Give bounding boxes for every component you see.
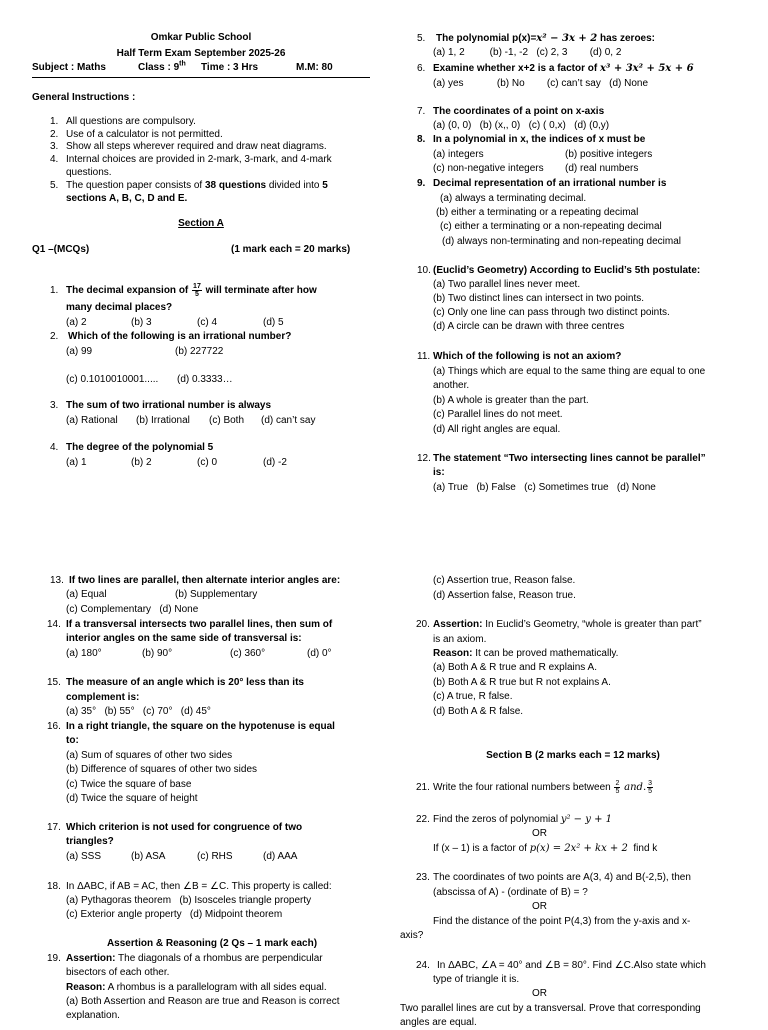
option: (b) 2 xyxy=(131,457,152,468)
question-text: The sum of two irrational number is always xyxy=(66,400,272,411)
option: (b) A whole is greater than the part. xyxy=(433,395,589,406)
option: (d) always non-terminating and non-repeating decimal xyxy=(442,236,682,247)
option: (d) Assertion false, Reason true. xyxy=(433,590,576,601)
question-text: In ΔABC, if AB = AC, then ∠B = ∠C. This property is called: xyxy=(66,881,332,892)
question-text: to: xyxy=(66,735,79,746)
option: (d) Twice the square of height xyxy=(66,793,198,804)
instruction-text: All questions are compulsory. xyxy=(66,116,196,127)
assertion-body: The diagonals of a rhombus are perpendicular xyxy=(115,953,323,964)
assertion-label: Assertion: xyxy=(433,619,483,630)
alternate-question: axis? xyxy=(400,930,424,941)
option: (a) Two parallel lines never meet. xyxy=(433,279,581,290)
question-number: 5. xyxy=(417,33,426,44)
q1-mcq-label: Q1 –(MCQs) xyxy=(32,244,90,255)
fraction-numerator: 17 xyxy=(193,282,201,290)
question-text-part: The decimal expansion of xyxy=(66,285,189,296)
option: (c) A true, R false. xyxy=(433,691,513,702)
option: (c) non-negative integers xyxy=(433,163,544,174)
option: (a) always a terminating decimal. xyxy=(440,193,587,204)
question-number: 2. xyxy=(50,331,59,342)
class-text: Class : 9 xyxy=(138,62,180,73)
option: (a) Both Assertion and Reason are true and Reason is correct xyxy=(66,996,340,1007)
option: (b) Difference of squares of other two sides xyxy=(66,764,258,775)
option: (c) 0 xyxy=(197,457,217,468)
options-row: (c) Exterior angle property (d) Midpoint theorem xyxy=(66,909,283,920)
question-number: 21. xyxy=(416,782,430,793)
option: (c) Both xyxy=(209,415,245,426)
option: (d) can’t say xyxy=(261,415,316,426)
math-expression: y² − y + 1 xyxy=(560,814,612,825)
math-expression: x³ + 3x² + 5x + 6 xyxy=(600,63,694,74)
assertion-label: Assertion: xyxy=(66,953,116,964)
question-text: The measure of an angle which is 20° less than its xyxy=(66,677,304,688)
instruction-text: sections A, B, C, D and E. xyxy=(66,193,188,204)
instruction-text: Internal choices are provided in 2-mark, 3-mark, and 4-mark xyxy=(66,154,332,165)
option: (c) 0.1010010001..... xyxy=(66,374,159,385)
question-text: triangles? xyxy=(66,836,114,847)
option: (a) Things which are equal to the same thing are equal to one xyxy=(433,366,706,377)
option: (a) Rational xyxy=(66,415,118,426)
class-superscript: th xyxy=(179,60,186,68)
school-name: Omkar Public School xyxy=(150,32,252,43)
options-row: (a) (0, 0) (b) (x,, 0) (c) ( 0,x) (d) (0,y) xyxy=(433,120,610,131)
question-text xyxy=(66,280,317,302)
option: (b) positive integers xyxy=(565,149,653,160)
assertion-body: In Euclid’s Geometry, “whole is greater than part” xyxy=(482,619,702,630)
question-text: interior angles on the same side of transversal is: xyxy=(66,633,302,644)
option: (a) 180° xyxy=(66,648,102,659)
instructions-title: General Instructions : xyxy=(32,92,136,103)
option: (d) real numbers xyxy=(565,163,639,174)
option: (b) ASA xyxy=(131,851,166,862)
option: (b) Two distinct lines can intersect in two points. xyxy=(433,293,645,304)
header-rule xyxy=(32,77,370,78)
question-number: 23. xyxy=(416,872,430,883)
option: another. xyxy=(433,380,470,391)
question-number: 18. xyxy=(47,881,61,892)
assertion-text xyxy=(433,618,702,632)
question-text: The coordinates of a point on x-axis xyxy=(433,106,605,117)
or-separator: OR xyxy=(532,828,547,839)
alternate-question: angles are equal. xyxy=(400,1017,477,1028)
question-number: 6. xyxy=(417,63,426,74)
options-row: (a) yes (b) No (c) can’t say (d) None xyxy=(433,78,649,89)
alternate-question xyxy=(433,842,657,856)
question-number: 7. xyxy=(417,106,426,117)
math-expression: and. xyxy=(624,782,647,793)
question-text: If two lines are parallel, then alternate interior angles are: xyxy=(69,575,341,586)
reason-body: It can be proved mathematically. xyxy=(472,648,619,659)
options-row: (c) Complementary (d) None xyxy=(66,604,199,615)
question-number: 11. xyxy=(417,351,431,362)
question-text: In ΔABC, ∠A = 40° and ∠B = 80°. Find ∠C.Also state which xyxy=(437,960,706,971)
reason-text xyxy=(66,981,327,995)
question-text: The statement “Two intersecting lines cannot be parallel” xyxy=(433,453,706,464)
question-number: 8. xyxy=(417,134,426,145)
question-text: If a transversal intersects two parallel lines, then sum of xyxy=(66,619,333,630)
section-a-title: Section A xyxy=(178,218,224,229)
question-text: The degree of the polynomial 5 xyxy=(66,442,214,453)
instruction-text xyxy=(66,179,328,193)
question-text-part: has zeroes: xyxy=(597,33,656,44)
reason-label: Reason: xyxy=(433,648,473,659)
time-label: Time : 3 Hrs xyxy=(201,62,259,73)
option: (b) Both A & R true but R not explains A. xyxy=(433,677,611,688)
question-number: 15. xyxy=(47,677,61,688)
option: (a) Both A & R true and R explains A. xyxy=(433,662,597,673)
fraction-denominator: 5 xyxy=(194,290,199,298)
question-number: 9. xyxy=(417,178,426,189)
options-row: (a) 1, 2 (b) -1, -2 (c) 2, 3 (d) 0, 2 xyxy=(433,47,622,58)
question-text xyxy=(433,62,694,76)
option: (b) 3 xyxy=(131,317,152,328)
subject-label: Subject : Maths xyxy=(32,62,106,73)
instruction-bold: 38 questions xyxy=(204,180,267,191)
question-text-part: will terminate after how xyxy=(205,285,317,296)
reason-label: Reason: xyxy=(66,982,106,993)
option: (a) 99 xyxy=(66,346,93,357)
option: (d) -2 xyxy=(263,457,287,468)
option: (c) 4 xyxy=(197,317,217,328)
instruction-text-part: divided into xyxy=(266,180,323,191)
instruction-text-part: The question paper consists of xyxy=(66,180,205,191)
instruction-text: Show all steps wherever required and draw neat diagrams. xyxy=(66,141,327,152)
question-text: is: xyxy=(433,467,445,478)
question-text: many decimal places? xyxy=(66,302,173,313)
math-expression: x² − 3x + 2 xyxy=(536,33,598,44)
question-text xyxy=(433,813,612,827)
question-text xyxy=(433,777,654,799)
options-row: (a) Pythagoras theorem (b) Isosceles triangle property xyxy=(66,895,312,906)
instruction-number: 2. xyxy=(50,129,59,140)
option: (a) SSS xyxy=(66,851,102,862)
option: (a) 2 xyxy=(66,317,87,328)
fraction xyxy=(647,780,653,795)
option: (a) Sum of squares of other two sides xyxy=(66,750,233,761)
question-text-part: find k xyxy=(627,843,658,854)
q1-marks-label: (1 mark each = 20 marks) xyxy=(231,244,351,255)
question-number: 22. xyxy=(416,814,430,825)
option: (c) Parallel lines do not meet. xyxy=(433,409,563,420)
assertion-text: is an axiom. xyxy=(433,634,487,645)
instruction-bold: 5 xyxy=(322,180,328,191)
math-expression: p(x) = 2x² + kx + 2 xyxy=(529,843,628,854)
class-label xyxy=(138,61,186,75)
or-separator: OR xyxy=(532,988,547,999)
option: (c) Twice the square of base xyxy=(66,779,192,790)
question-number: 4. xyxy=(50,442,59,453)
exam-title: Half Term Exam September 2025-26 xyxy=(116,48,286,59)
options-row: (a) 35° (b) 55° (c) 70° (d) 45° xyxy=(66,706,211,717)
assertion-text: bisectors of each other. xyxy=(66,967,170,978)
section-b-title: Section B (2 marks each = 12 marks) xyxy=(486,750,660,761)
question-text: Which of the following is an irrational number? xyxy=(68,331,292,342)
option: (d) 5 xyxy=(263,317,284,328)
option: (c) RHS xyxy=(197,851,233,862)
question-number: 10. xyxy=(417,265,431,276)
fraction xyxy=(192,283,202,298)
question-text: Which criterion is not used for congruence of two xyxy=(66,822,303,833)
assertion-text xyxy=(66,952,323,966)
instruction-text: questions. xyxy=(66,167,112,178)
option: (c) Only one line can pass through two distinct points. xyxy=(433,307,670,318)
option: (c) Assertion true, Reason false. xyxy=(433,575,576,586)
question-number: 1. xyxy=(50,285,59,296)
or-separator: OR xyxy=(532,901,547,912)
max-marks-label: M.M: 80 xyxy=(296,62,333,73)
instruction-number: 5. xyxy=(50,180,59,191)
reason-text xyxy=(433,647,618,661)
option: (b) 227722 xyxy=(175,346,224,357)
option: (d) Both A & R false. xyxy=(433,706,524,717)
option: (c) either a terminating or a non-repeating decimal xyxy=(440,221,662,232)
option: (d) 0° xyxy=(307,648,332,659)
question-text-part: Examine whether x+2 is a factor of xyxy=(433,63,601,74)
assertion-reasoning-title: Assertion & Reasoning (2 Qs – 1 mark each) xyxy=(106,938,318,949)
reason-body: A rhombus is a parallelogram with all sides equal. xyxy=(105,982,327,993)
instruction-number: 4. xyxy=(50,154,59,165)
option: (d) AAA xyxy=(263,851,298,862)
question-number: 14. xyxy=(47,619,61,630)
option: (b) 90° xyxy=(142,648,173,659)
question-number: 17. xyxy=(47,822,61,833)
question-text xyxy=(436,32,655,46)
fraction-numerator: 3 xyxy=(648,779,653,787)
option: (b) either a terminating or a repeating decimal xyxy=(436,207,639,218)
instruction-number: 1. xyxy=(50,116,59,127)
option: (c) 360° xyxy=(230,648,266,659)
question-number: 20. xyxy=(416,619,430,630)
question-number: 19. xyxy=(47,953,61,964)
question-text: (abscissa of A) - (ordinate of B) = ? xyxy=(433,887,588,898)
question-text-part: Write the four rational numbers between xyxy=(433,782,611,793)
question-text: Decimal representation of an irrational number is xyxy=(433,178,667,189)
option: (a) Equal xyxy=(66,589,107,600)
option: (d) All right angles are equal. xyxy=(433,424,561,435)
question-number: 24. xyxy=(416,960,430,971)
option: explanation. xyxy=(66,1010,120,1021)
question-text: In a polynomial in x, the indices of x must be xyxy=(433,134,646,145)
question-text-part: Find the zeros of polynomial xyxy=(433,814,561,825)
question-text: complement is: xyxy=(66,692,140,703)
question-number: 16. xyxy=(47,721,61,732)
question-number: 3. xyxy=(50,400,59,411)
fraction-denominator: 5 xyxy=(615,787,620,795)
fraction-denominator: 5 xyxy=(648,787,653,795)
question-text: (Euclid’s Geometry) According to Euclid’s 5th postulate: xyxy=(433,265,701,276)
instruction-text: Use of a calculator is not permitted. xyxy=(66,129,223,140)
option: (a) integers xyxy=(433,149,484,160)
option: (b) Irrational xyxy=(136,415,190,426)
question-text: type of triangle it is. xyxy=(433,974,520,985)
question-text: Which of the following is not an axiom? xyxy=(433,351,622,362)
question-text-part: The polynomial p(x)= xyxy=(436,33,537,44)
option: (b) Supplementary xyxy=(175,589,258,600)
alternate-question: Two parallel lines are cut by a transversal. Prove that corresponding xyxy=(400,1003,701,1014)
option: (d) A circle can be drawn with three centres xyxy=(433,321,625,332)
instruction-number: 3. xyxy=(50,141,59,152)
question-text: In a right triangle, the square on the hypotenuse is equal xyxy=(66,721,335,732)
option: (a) 1 xyxy=(66,457,87,468)
question-text-part: If (x – 1) is a factor of xyxy=(433,843,530,854)
option: (d) 0.3333… xyxy=(177,374,233,385)
question-text: The coordinates of two points are A(3, 4) and B(-2,5), then xyxy=(433,872,691,883)
fraction xyxy=(614,780,620,795)
question-number: 13. xyxy=(50,575,64,586)
fraction-numerator: 2 xyxy=(615,779,620,787)
options-row: (a) True (b) False (c) Sometimes true (d) None xyxy=(433,482,656,493)
question-number: 12. xyxy=(417,453,431,464)
alternate-question: Find the distance of the point P(4,3) from the y-axis and x- xyxy=(433,916,691,927)
